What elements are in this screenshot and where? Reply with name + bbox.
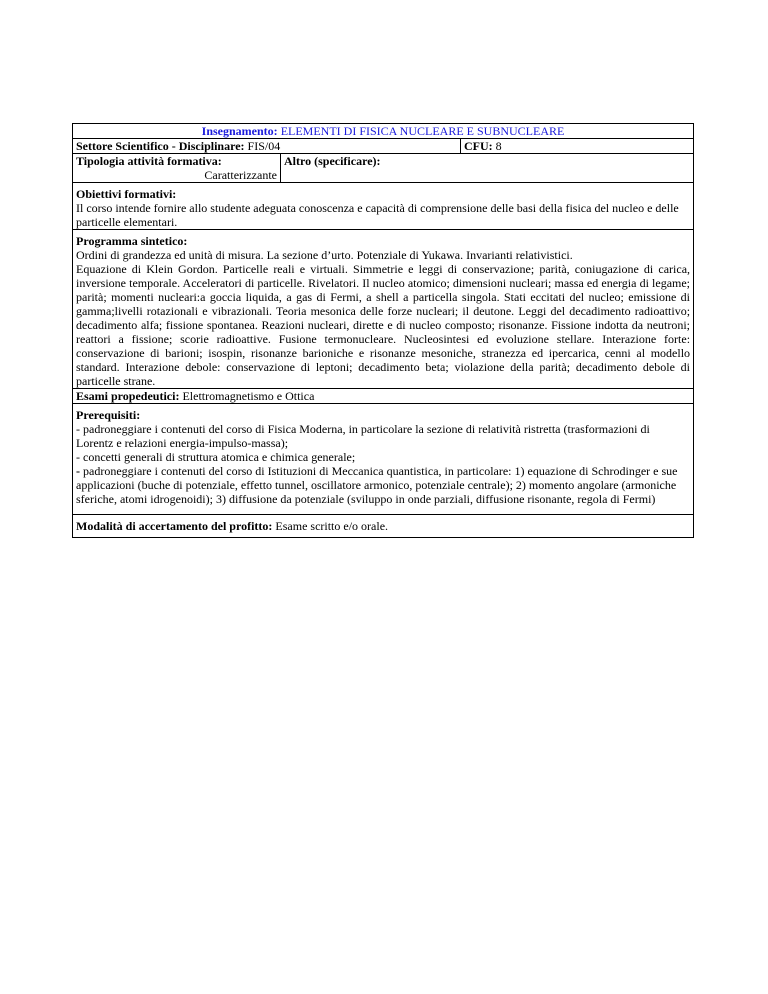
assessment-label: Modalità di accertamento del profitto: (76, 519, 273, 533)
prerequisite-exams-row (73, 389, 694, 404)
assessment-value: Esame scritto e/o orale. (275, 519, 389, 533)
activity-cell (73, 154, 281, 183)
objectives-label: Obiettivi formativi: (76, 187, 177, 201)
program-row (73, 230, 694, 389)
sector-row (73, 139, 694, 154)
program-first-line: Ordini di grandezza ed unità di misura. La sezione d’urto. Potenziale di Yukawa. Invarianti relativistici. (76, 248, 573, 262)
sector-value: FIS/04 (247, 139, 281, 153)
program-label: Programma sintetico: (76, 234, 188, 248)
course-name: ELEMENTI DI FISICA NUCLEARE E SUBNUCLEARE (280, 124, 565, 138)
prerequisite-item-3 (76, 464, 690, 506)
activity-row (73, 154, 694, 183)
assessment-row (73, 515, 694, 538)
prerequisite-exams-cell (73, 389, 694, 404)
cfu-value: 8 (495, 139, 502, 153)
prerequisites-row (73, 404, 694, 515)
prerequisites-cell (73, 404, 694, 515)
course-title-cell (73, 124, 694, 139)
cfu-label: CFU: (464, 139, 493, 153)
prerequisite-exams-label: Esami propedeutici: (76, 389, 180, 403)
prerequisite-item-1: - padroneggiare i contenuti del corso di Fisica Moderna, in particolare la sezione di relatività ristretta (trasformazioni di Lorentz e relazioni energia-impulso-massa); (76, 422, 650, 450)
program-text: Equazione di Klein Gordon. Particelle reali e virtuali. Simmetrie e leggi di conservazione; parità, coniugazione di carica, inversione temporale. Acceleratori di particelle. Rivelatori. Il nucleo atomico; dimensioni nucleari; massa ed energia di legame; parità; momenti nucleari:a goccia liquida, a gas di Fermi, a shell a particella singola. Stati eccitati del nucleo; emissione di gamma;livelli rotazionali e vibrazionali. Teoria mesonica delle forze nucleari; il deutone. Leggi del decadimento radioattivo; decadimento alfa; fissione spontanea. Reazioni nucleari, dirette e di nucleo composto; risonanze. Fissione indotta da neutroni; reattori a fissione; scorie radioattive. Fusione termonucleare. Nucleosintesi ed evoluzione stellare. Interazione forte: conservazione di barioni; isospin, risonanze barioniche e risonanze mesoniche, stranezza ed ipercarica, cenni al modello standard. Interazione debole: conservazione di leptoni; decadimento beta; violazione della parità; decadimento debole di particelle strane. (76, 262, 691, 388)
course-title-row (73, 124, 694, 139)
prerequisites-label: Prerequisiti: (76, 408, 141, 422)
prerequisite-item-3-dash: - (76, 464, 80, 478)
course-sheet-table (72, 123, 694, 538)
objectives-text: Il corso intende fornire allo studente adeguata conoscenza e capacità di comprensione delle basi della fisica del nucleo e delle particelle elementari. (76, 201, 679, 229)
objectives-row (73, 183, 694, 230)
other-label: Altro (specificare): (284, 154, 381, 168)
objectives-cell (73, 183, 694, 230)
assessment-cell (73, 515, 694, 538)
sector-cell (73, 139, 461, 154)
activity-label: Tipologia attività formativa: (76, 154, 222, 168)
prerequisite-item-2: - concetti generali di struttura atomica e chimica generale; (76, 450, 356, 464)
course-label: Insegnamento: (201, 124, 278, 138)
prerequisite-item-3-text: padroneggiare i contenuti del corso di Istituzioni di Meccanica quantistica, in particolare: 1) equazione di Schrodinger e sue applicazioni (buche di potenziale, effetto tunnel, oscillatore armonico, potenziale centrale); 2) momento angolare (armoniche sferiche, atomi idrogenoidi); 3) diffusione da potenziale (sviluppo in onde parziali, diffusione risonante, regola di Fermi) (76, 464, 678, 506)
sector-label: Settore Scientifico - Disciplinare: (76, 139, 245, 153)
cfu-cell (461, 139, 694, 154)
activity-value: Caratterizzante (204, 168, 277, 182)
other-cell (281, 154, 694, 183)
program-cell (73, 230, 694, 389)
prerequisite-exams-value: Elettromagnetismo e Ottica (182, 389, 315, 403)
